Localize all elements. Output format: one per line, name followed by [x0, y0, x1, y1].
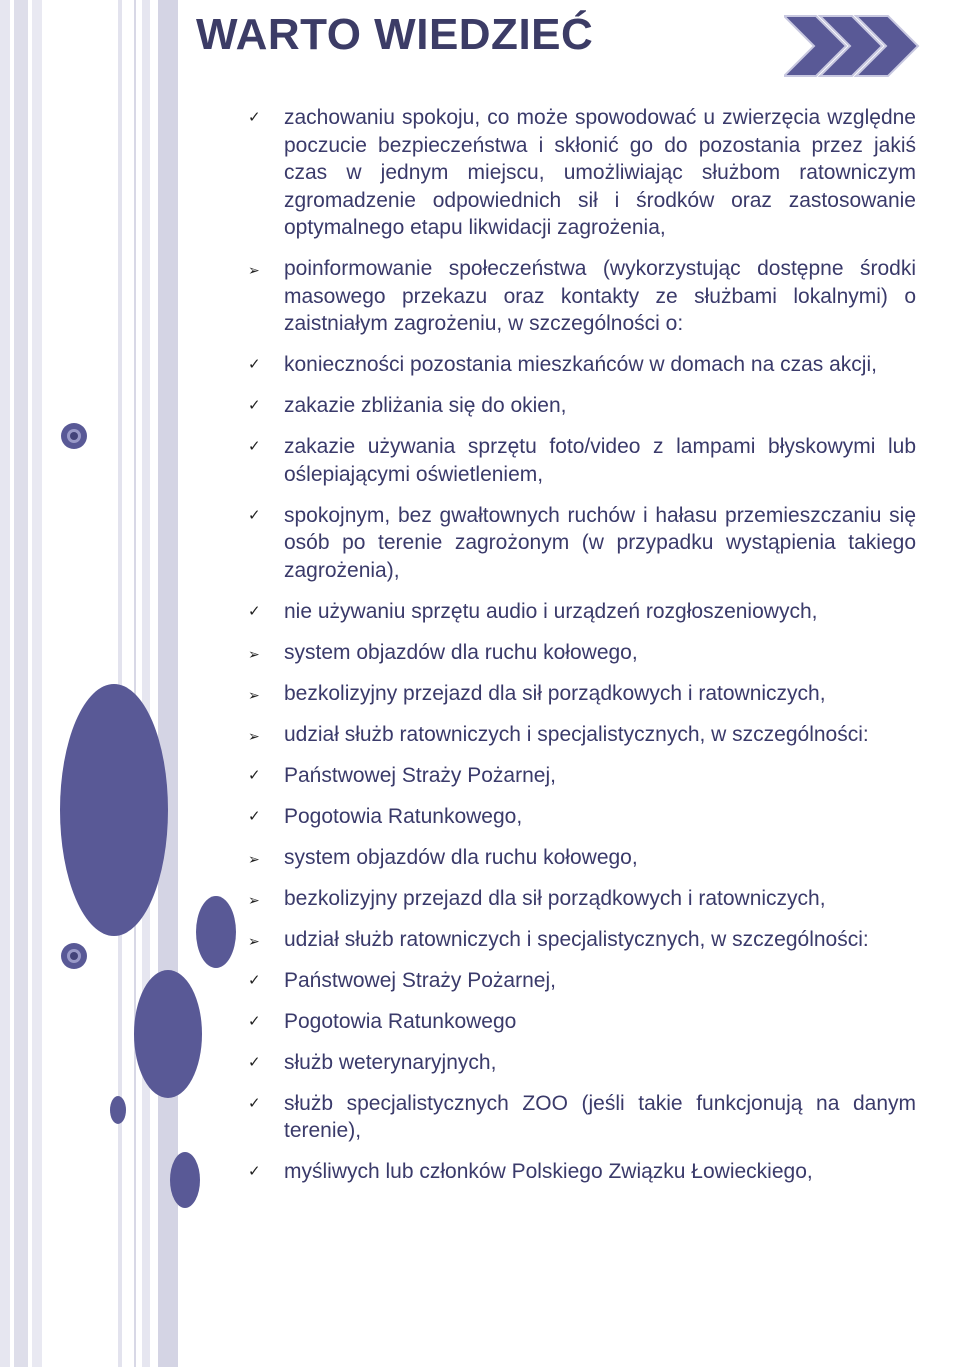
decor-ring-icon: [61, 943, 87, 969]
arrow-bullet-icon: ➢: [248, 686, 260, 703]
list-item: [248, 433, 916, 488]
bullet-list: [248, 104, 916, 1199]
decor-ring-icon: [61, 423, 87, 449]
checkmark-icon: ✓: [248, 1094, 261, 1112]
list-item-text: system objazdów dla ruchu kołowego,: [284, 845, 638, 869]
list-item: [248, 639, 916, 667]
decor-oval-large: [60, 684, 168, 936]
checkmark-icon: ✓: [248, 506, 261, 524]
list-item-text: Pogotowia Ratunkowego,: [284, 804, 523, 828]
list-item-text: służb specjalistycznych ZOO (jeśli takie funkcjonują na danym terenie),: [284, 1091, 916, 1142]
decor-stripe: [134, 0, 136, 1367]
list-item-text: myśliwych lub członków Polskiego Związku Łowieckiego,: [284, 1160, 813, 1183]
decor-stripe: [142, 0, 150, 1367]
arrow-bullet-icon: ➢: [248, 727, 260, 744]
list-item-text: system objazdów dla ruchu kołowego,: [284, 640, 638, 664]
checkmark-icon: ✓: [248, 602, 261, 620]
decor-stripe: [32, 0, 42, 1367]
list-item: [248, 1008, 916, 1036]
list-item: [248, 1090, 916, 1145]
list-item: [248, 1049, 916, 1077]
arrow-bullet-icon: ➢: [248, 262, 260, 278]
checkmark-icon: ✓: [248, 766, 261, 784]
list-item: [248, 104, 916, 242]
list-item-text: udział służb ratowniczych i specjalistycznych, w szczególności:: [284, 927, 869, 951]
list-item: [248, 844, 916, 872]
decor-oval-small: [170, 1152, 200, 1208]
checkmark-icon: ✓: [248, 971, 261, 989]
checkmark-icon: ✓: [248, 1012, 261, 1030]
arrow-bullet-icon: ➢: [248, 850, 260, 867]
list-item-text: Państwowej Straży Pożarnej,: [284, 968, 556, 992]
decor-stripe: [14, 0, 28, 1367]
list-item: [248, 926, 916, 954]
checkmark-icon: ✓: [248, 807, 261, 825]
list-item-text: konieczności pozostania mieszkańców w domach na czas akcji,: [284, 353, 877, 376]
list-item: [248, 803, 916, 831]
list-item-text: zakazie zbliżania się do okien,: [284, 394, 567, 417]
checkmark-icon: ✓: [248, 1163, 261, 1180]
list-item-text: poinformowanie społeczeństwa (wykorzystując dostępne środki masowego przekazu oraz kontakty ze służbami lokalnymi) o zaistniałym zagrożeniu, w szczególności o:: [284, 257, 916, 335]
checkmark-icon: ✓: [248, 1053, 261, 1071]
list-item: [248, 392, 916, 420]
list-item: [248, 721, 916, 749]
list-item: [248, 762, 916, 790]
list-item: [248, 502, 916, 585]
list-item-text: zachowaniu spokoju, co może spowodować u zwierzęcia względne poczucie bezpieczeństwa i skłonić go do pozostania przez jakiś czas w jednym miejscu, umożliwiając służbom ratowniczym zgromadzenie odpowiednich sił i środków oraz zastosowanie optymalnego etapu likwidacji zagrożenia,: [284, 106, 916, 239]
arrow-bullet-icon: ➢: [248, 932, 260, 949]
chevrons-right-icon: [784, 14, 924, 78]
checkmark-icon: ✓: [248, 438, 261, 455]
decor-oval-medium: [134, 970, 202, 1098]
checkmark-icon: ✓: [248, 109, 261, 126]
arrow-bullet-icon: ➢: [248, 645, 260, 662]
list-item-text: spokojnym, bez gwałtownych ruchów i hałasu przemieszczaniu się osób po terenie zagrożonym (w przypadku wystąpienia takiego zagrożenia),: [284, 503, 916, 582]
decor-oval-tiny: [110, 1096, 126, 1124]
list-item-text: bezkolizyjny przejazd dla sił porządkowych i ratowniczych,: [284, 681, 826, 705]
list-item-text: Pogotowia Ratunkowego: [284, 1009, 517, 1033]
decor-stripe: [0, 0, 10, 1367]
list-item-text: zakazie używania sprzętu foto/video z lampami błyskowymi lub oślepiającymi oświetleniem,: [284, 435, 916, 486]
list-item-text: udział służb ratowniczych i specjalistycznych, w szczególności:: [284, 722, 869, 746]
list-item: [248, 967, 916, 995]
list-item-text: Państwowej Straży Pożarnej,: [284, 763, 556, 787]
list-item: [248, 351, 916, 379]
page-title: WARTO WIEDZIEĆ: [196, 10, 594, 59]
checkmark-icon: ✓: [248, 397, 261, 414]
list-item: [248, 255, 916, 338]
list-item: [248, 885, 916, 913]
list-item: [248, 598, 916, 626]
list-item-text: bezkolizyjny przejazd dla sił porządkowych i ratowniczych,: [284, 886, 826, 910]
checkmark-icon: ✓: [248, 356, 261, 373]
list-item: [248, 680, 916, 708]
list-item: [248, 1158, 916, 1186]
arrow-bullet-icon: ➢: [248, 891, 260, 908]
decor-oval-small: [196, 896, 236, 968]
list-item-text: służb weterynaryjnych,: [284, 1050, 497, 1074]
list-item-text: nie używaniu sprzętu audio i urządzeń rozgłoszeniowych,: [284, 599, 818, 623]
